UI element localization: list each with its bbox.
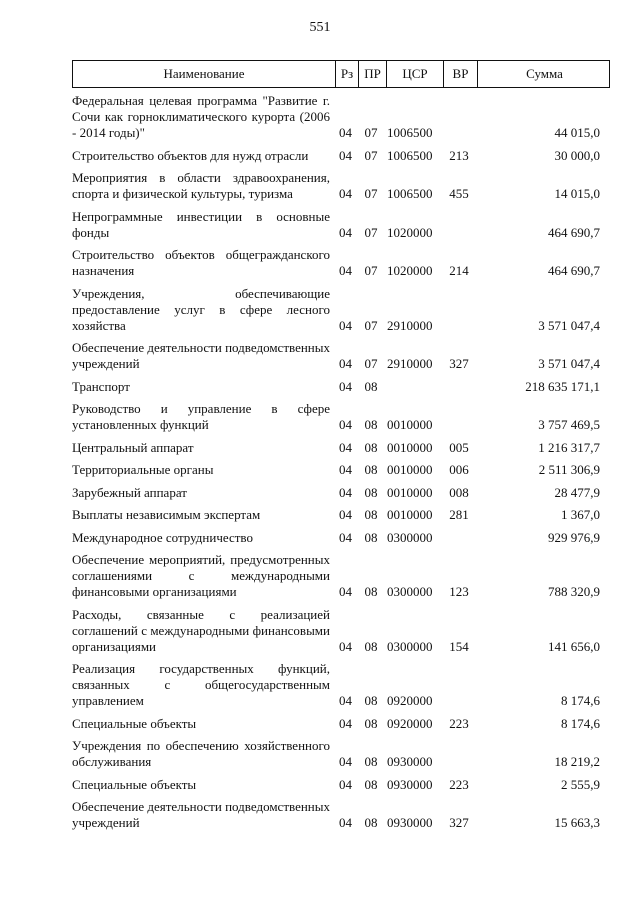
cell-vr: 006 bbox=[449, 462, 469, 477]
cell-name: Обеспечение деятельности подведомственных учреждений bbox=[72, 340, 330, 371]
header-pr: ПР bbox=[358, 61, 386, 87]
cell-csr: 1006500 bbox=[387, 125, 433, 140]
table-row bbox=[72, 401, 610, 433]
cell-name: Выплаты независимым экспертам bbox=[72, 507, 261, 522]
table-row bbox=[72, 552, 610, 600]
cell-name: Расходы, связанные с реализацией соглашений с международными финансовыми организациями bbox=[72, 606, 330, 654]
cell-name: Учреждения по обеспечению хозяйственного обслуживания bbox=[72, 738, 330, 769]
cell-vr: 123 bbox=[449, 584, 469, 599]
cell-rz: 04 bbox=[339, 715, 352, 731]
cell-sum: 1 367,0 bbox=[561, 507, 600, 522]
cell-csr: 0930000 bbox=[387, 754, 433, 769]
header-sum: Сумма bbox=[477, 61, 611, 87]
table-row bbox=[72, 93, 610, 141]
cell-sum: 464 690,7 bbox=[548, 224, 600, 240]
cell-sum: 1 216 317,7 bbox=[538, 439, 600, 455]
cell-sum: 464 690,7 bbox=[548, 263, 600, 278]
cell-pr: 08 bbox=[364, 638, 378, 654]
cell-vr: 327 bbox=[449, 356, 469, 371]
cell-sum: 8 174,6 bbox=[561, 693, 600, 708]
cell-vr bbox=[442, 401, 476, 433]
cell-rz: 04 bbox=[339, 263, 352, 278]
cell-sum: 2 511 306,9 bbox=[538, 462, 600, 477]
cell-name: Обеспечение мероприятий, предусмотренных соглашениями с международными финансовыми организациями bbox=[72, 552, 330, 599]
cell-pr: 07 bbox=[364, 317, 378, 333]
cell-sum: 218 635 171,1 bbox=[525, 378, 600, 394]
cell-vr bbox=[442, 209, 476, 241]
cell-name: Федеральная целевая программа "Развитие г. Сочи как горноклиматического курорта (2006 - 2014 годы)" bbox=[72, 93, 330, 140]
cell-rz: 04 bbox=[339, 125, 352, 140]
cell-vr bbox=[442, 661, 476, 709]
header-name: Наименование bbox=[163, 66, 245, 81]
cell-csr: 0300000 bbox=[387, 529, 433, 545]
cell-vr: 214 bbox=[449, 263, 469, 278]
cell-pr: 08 bbox=[364, 507, 378, 522]
cell-sum: 3 757 469,5 bbox=[538, 417, 600, 432]
cell-rz: 04 bbox=[339, 224, 352, 240]
cell-sum: 28 477,9 bbox=[554, 484, 600, 500]
table-row bbox=[72, 340, 610, 372]
cell-csr: 2910000 bbox=[387, 317, 433, 333]
cell-name: Учреждения, обеспечивающие предоставление услуг в сфере лесного хозяйства bbox=[72, 285, 330, 333]
cell-vr bbox=[442, 530, 476, 546]
cell-pr: 08 bbox=[364, 439, 378, 455]
cell-csr: 2910000 bbox=[387, 356, 433, 371]
table-body bbox=[72, 93, 610, 831]
cell-pr: 08 bbox=[364, 484, 378, 500]
cell-name: Территориальные органы bbox=[72, 462, 214, 477]
cell-csr: 0300000 bbox=[387, 584, 433, 599]
cell-csr: 0920000 bbox=[387, 715, 433, 731]
cell-name: Мероприятия в области здравоохранения, спорта и физической культуры, туризма bbox=[72, 170, 330, 201]
cell-vr bbox=[442, 93, 476, 141]
table-row bbox=[72, 661, 610, 709]
cell-vr: 005 bbox=[449, 439, 469, 455]
cell-sum: 18 219,2 bbox=[554, 754, 600, 769]
header-csr: ЦСР bbox=[386, 61, 443, 87]
cell-pr: 08 bbox=[364, 584, 378, 599]
cell-name: Транспорт bbox=[72, 378, 130, 394]
cell-sum: 3 571 047,4 bbox=[538, 356, 600, 371]
cell-sum: 15 663,3 bbox=[554, 815, 600, 830]
cell-pr: 07 bbox=[364, 263, 378, 278]
cell-pr: 08 bbox=[364, 754, 378, 769]
cell-rz: 04 bbox=[339, 147, 352, 163]
cell-vr: 327 bbox=[449, 815, 469, 830]
cell-csr: 0010000 bbox=[387, 417, 433, 432]
cell-vr: 008 bbox=[449, 484, 469, 500]
cell-vr bbox=[442, 286, 476, 334]
cell-vr: 213 bbox=[449, 147, 469, 163]
cell-rz: 04 bbox=[339, 584, 352, 599]
table-row bbox=[72, 148, 610, 164]
cell-csr: 0010000 bbox=[387, 462, 433, 477]
cell-rz: 04 bbox=[339, 378, 352, 394]
cell-pr: 08 bbox=[364, 462, 378, 477]
page-number: 551 bbox=[309, 20, 331, 35]
cell-pr: 07 bbox=[364, 224, 378, 240]
cell-name: Строительство объектов общегражданского назначения bbox=[72, 247, 330, 278]
cell-pr: 08 bbox=[364, 815, 378, 830]
cell-rz: 04 bbox=[339, 507, 352, 522]
cell-sum: 788 320,9 bbox=[548, 584, 600, 599]
cell-rz: 04 bbox=[339, 815, 352, 830]
cell-name: Центральный аппарат bbox=[72, 439, 194, 455]
cell-vr: 455 bbox=[449, 186, 469, 201]
cell-pr: 08 bbox=[364, 378, 378, 394]
cell-rz: 04 bbox=[339, 186, 352, 201]
cell-pr: 07 bbox=[364, 356, 378, 371]
cell-csr: 0010000 bbox=[387, 507, 433, 522]
cell-rz: 04 bbox=[339, 462, 352, 477]
table-row bbox=[72, 462, 610, 478]
cell-name: Строительство объектов для нужд отрасли bbox=[72, 147, 309, 163]
cell-name: Руководство и управление в сфере установленных функций bbox=[72, 401, 330, 432]
cell-csr: 0300000 bbox=[387, 638, 433, 654]
cell-vr bbox=[442, 738, 476, 770]
table-row bbox=[72, 507, 610, 523]
table-row bbox=[72, 799, 610, 831]
cell-csr: 1020000 bbox=[387, 263, 433, 278]
table-header bbox=[72, 60, 610, 88]
cell-pr: 08 bbox=[364, 529, 378, 545]
table-row bbox=[72, 716, 610, 732]
cell-name: Зарубежный аппарат bbox=[72, 484, 187, 500]
cell-rz: 04 bbox=[339, 638, 352, 654]
cell-rz: 04 bbox=[339, 776, 352, 792]
table-row bbox=[72, 170, 610, 202]
header-rz: Рз bbox=[335, 61, 358, 87]
cell-rz: 04 bbox=[339, 529, 352, 545]
table-row bbox=[72, 440, 610, 456]
table-row bbox=[72, 607, 610, 655]
cell-vr: 281 bbox=[449, 507, 469, 522]
cell-name: Международное сотрудничество bbox=[72, 529, 253, 545]
cell-rz: 04 bbox=[339, 693, 352, 708]
cell-rz: 04 bbox=[339, 417, 352, 432]
cell-name: Специальные объекты bbox=[72, 776, 197, 792]
table-row bbox=[72, 209, 610, 241]
table-row bbox=[72, 485, 610, 501]
table-row bbox=[72, 286, 610, 334]
cell-pr: 07 bbox=[364, 186, 378, 201]
cell-sum: 14 015,0 bbox=[554, 186, 600, 201]
cell-pr: 07 bbox=[364, 147, 378, 163]
table-row bbox=[72, 777, 610, 793]
table-row bbox=[72, 738, 610, 770]
cell-vr: 223 bbox=[449, 715, 469, 731]
cell-rz: 04 bbox=[339, 439, 352, 455]
cell-pr: 08 bbox=[364, 693, 378, 708]
cell-pr: 08 bbox=[364, 776, 378, 792]
cell-vr: 223 bbox=[449, 776, 469, 792]
table-row bbox=[72, 379, 610, 395]
cell-name: Реализация государственных функций, связанных с общегосударственным управлением bbox=[72, 661, 330, 708]
cell-csr: 1006500 bbox=[387, 147, 433, 163]
cell-csr bbox=[385, 379, 442, 395]
cell-csr: 0010000 bbox=[387, 439, 433, 455]
cell-rz: 04 bbox=[339, 356, 352, 371]
cell-csr: 1006500 bbox=[387, 186, 433, 201]
cell-csr: 0930000 bbox=[387, 815, 433, 830]
cell-rz: 04 bbox=[339, 484, 352, 500]
cell-name: Непрограммные инвестиции в основные фонды bbox=[72, 208, 330, 240]
cell-pr: 08 bbox=[364, 715, 378, 731]
cell-sum: 2 555,9 bbox=[561, 776, 600, 792]
cell-csr: 0920000 bbox=[387, 693, 433, 708]
cell-sum: 30 000,0 bbox=[554, 147, 600, 163]
cell-name: Обеспечение деятельности подведомственных учреждений bbox=[72, 799, 330, 830]
cell-sum: 8 174,6 bbox=[561, 715, 600, 731]
cell-rz: 04 bbox=[339, 754, 352, 769]
cell-sum: 929 976,9 bbox=[548, 529, 600, 545]
cell-csr: 0930000 bbox=[387, 776, 433, 792]
table-row bbox=[72, 247, 610, 279]
header-vr: ВР bbox=[443, 61, 477, 87]
cell-sum: 141 656,0 bbox=[548, 638, 600, 654]
cell-vr: 154 bbox=[449, 638, 469, 654]
cell-pr: 08 bbox=[364, 417, 378, 432]
cell-csr: 0010000 bbox=[387, 484, 433, 500]
cell-rz: 04 bbox=[339, 317, 352, 333]
cell-pr: 07 bbox=[364, 125, 378, 140]
cell-csr: 1020000 bbox=[387, 224, 433, 240]
cell-vr bbox=[442, 379, 476, 395]
budget-table bbox=[72, 60, 610, 838]
cell-sum: 44 015,0 bbox=[554, 125, 600, 140]
cell-name: Специальные объекты bbox=[72, 715, 197, 731]
cell-sum: 3 571 047,4 bbox=[538, 317, 600, 333]
table-row bbox=[72, 530, 610, 546]
